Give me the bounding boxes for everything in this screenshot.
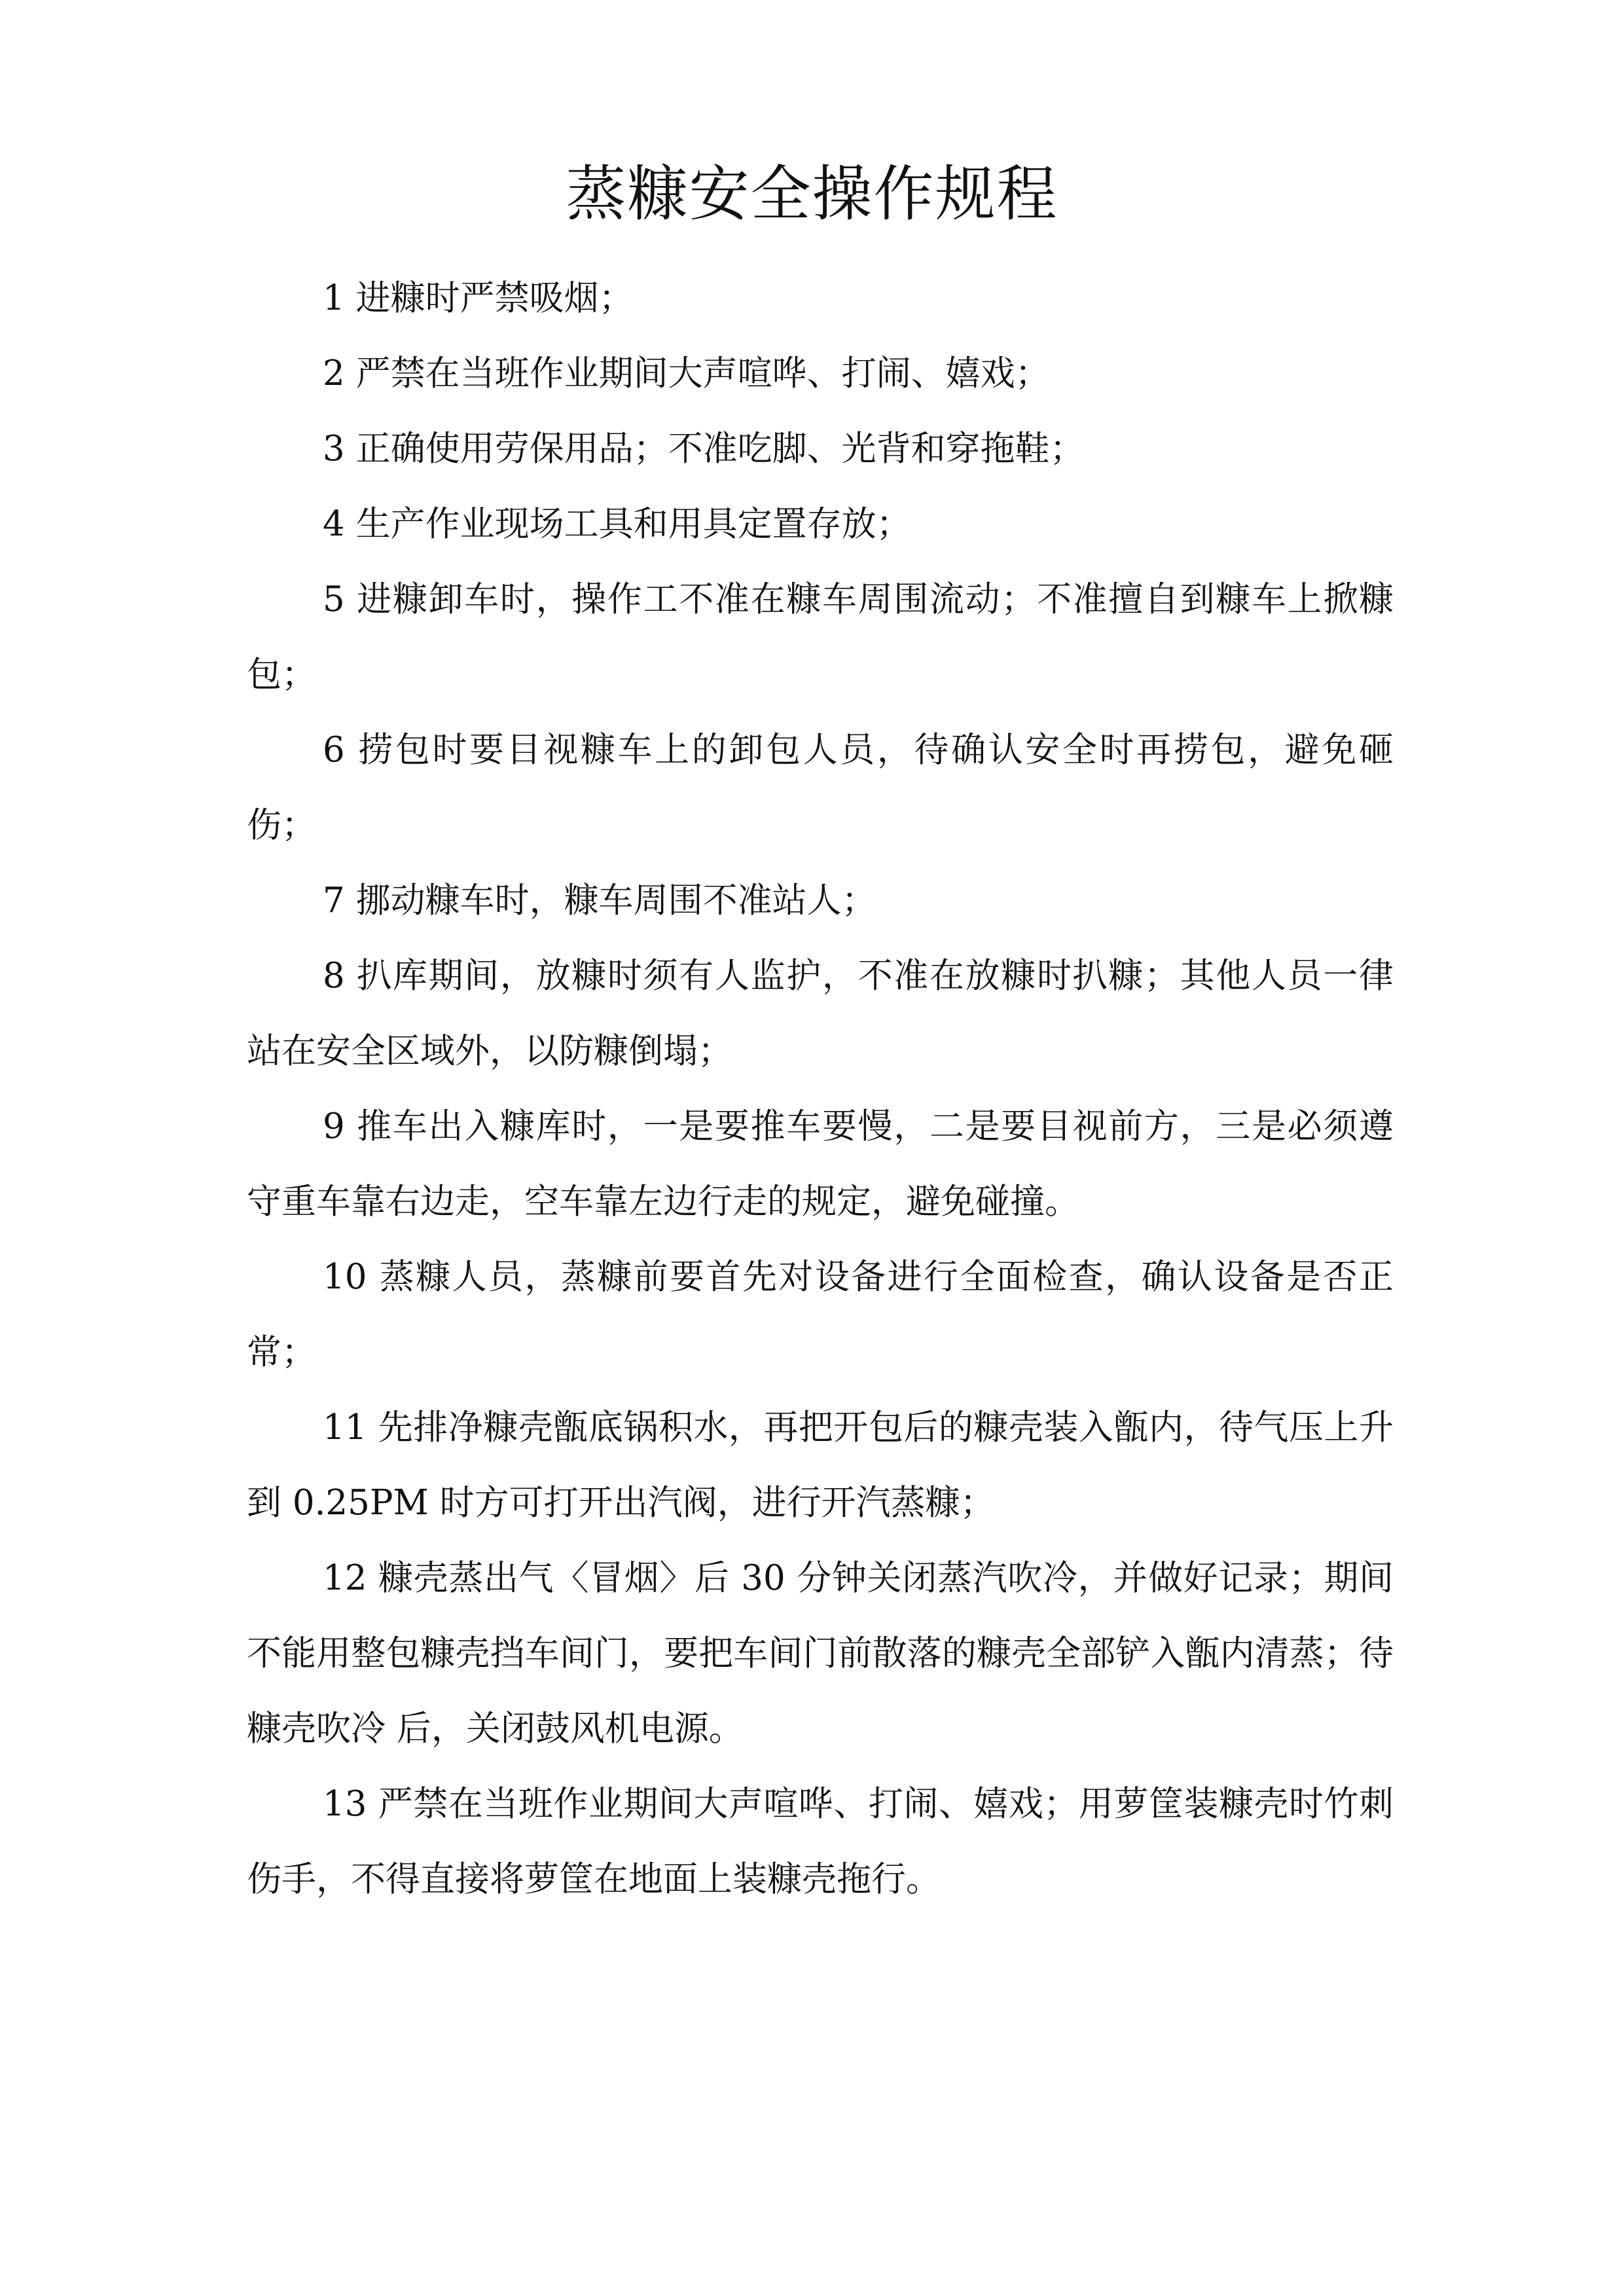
rule-item-3: 3 正确使用劳保用品；不准吃脚、光背和穿拖鞋； xyxy=(323,429,1085,469)
document-title: 蒸糠安全操作规程 xyxy=(566,159,1058,229)
rule-item-4: 4 生产作业现场工具和用具定置存放； xyxy=(323,504,911,544)
document-body xyxy=(247,261,1394,1917)
rule-item-8: 8 扒库期间，放糠时须有人监护，不准在放糠时扒糠；其他人员一律站在安全区域外，以防糠倒塌； xyxy=(247,956,1394,1071)
rule-item-5: 5 进糠卸车时，操作工不准在糠车周围流动；不准擅自到糠车上掀糠包； xyxy=(247,579,1394,695)
rule-item-9: 9 推车出入糠库时，一是要推车要慢，二是要目视前方，三是必须遵守重车靠右边走，空车靠左边行走的规定，避免碰撞。 xyxy=(247,1106,1394,1222)
rule-item-10: 10 蒸糠人员，蒸糠前要首先对设备进行全面检查，确认设备是否正常； xyxy=(247,1257,1394,1372)
rule-item-12: 12 糠壳蒸出气〈冒烟〉后 30 分钟关闭蒸汽吹冷，并做好记录；期间不能用整包糠壳挡车间门，要把车间门前散落的糠壳全部铲入甑内清蒸；待糠壳吹冷 后，关闭鼓风机电源。 xyxy=(247,1558,1394,1749)
rule-item-1: 1 进糠时严禁吸烟； xyxy=(323,278,634,318)
rule-item-6: 6 捞包时要目视糠车上的卸包人员，待确认安全时再捞包，避免砸伤； xyxy=(247,730,1394,845)
rule-item-7: 7 挪动糠车时，糠车周围不准站人； xyxy=(323,881,876,920)
rule-item-2: 2 严禁在当班作业期间大声喧哗、打闹、嬉戏； xyxy=(323,354,1050,393)
rule-item-13: 13 严禁在当班作业期间大声喧哗、打闹、嬉戏；用萝筐装糠壳时竹刺伤手，不得直接将萝筐在地面上装糠壳拖行。 xyxy=(247,1784,1394,1899)
rule-item-11: 11 先排净糠壳甑底锅积水，再把开包后的糠壳装入甑内，待气压上升到 0.25PM 时方可打开出汽阀，进行开汽蒸糠； xyxy=(247,1408,1394,1523)
